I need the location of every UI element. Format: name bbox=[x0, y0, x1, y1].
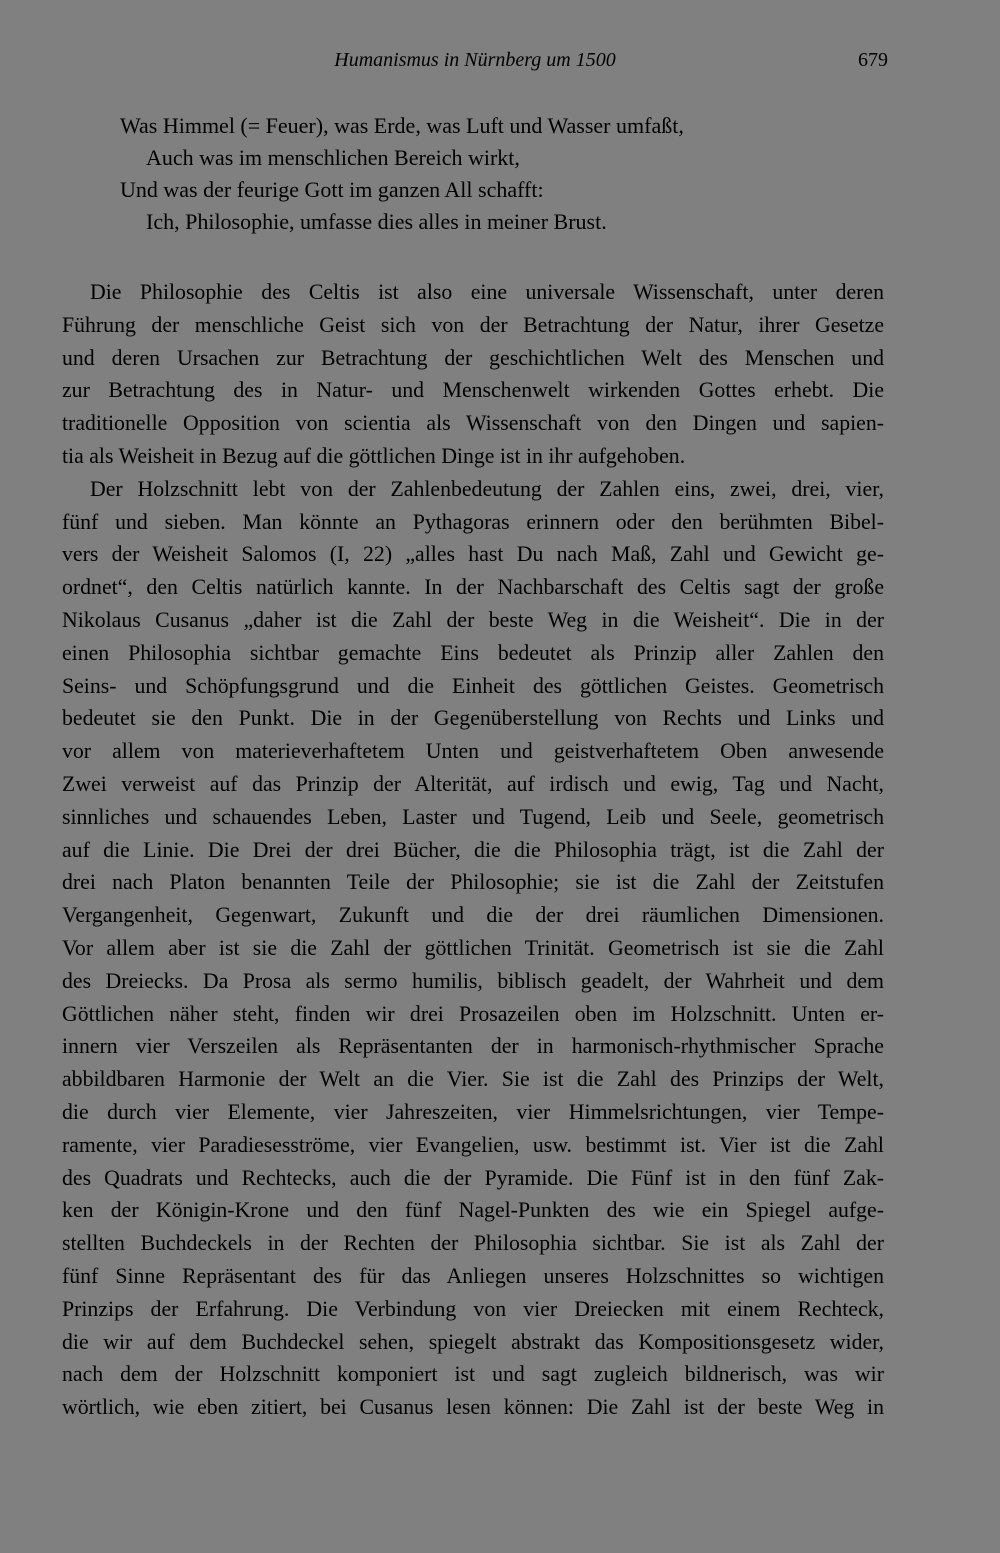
verse-line: Was Himmel (= Feuer), was Erde, was Luft und Wasser umfaßt, bbox=[120, 113, 684, 138]
paragraph bbox=[62, 473, 884, 1424]
text-line: die wir auf dem Buchdeckel sehen, spiegelt abstrakt das Kompositionsgesetz wider, bbox=[62, 1329, 884, 1354]
text-line: abbildbaren Harmonie der Welt an die Vier. Sie ist die Zahl des Prinzips der Welt, bbox=[62, 1067, 884, 1092]
running-head bbox=[62, 44, 888, 76]
text-line: einen Philosophia sichtbar gemachte Eins bedeutet als Prinzip aller Zahlen den bbox=[62, 640, 884, 665]
verse-line: Und was der feurige Gott im ganzen All schafft: bbox=[120, 177, 544, 202]
text-line: Nikolaus Cusanus „daher ist die Zahl der beste Weg in die Weisheit“. Die in der bbox=[62, 607, 884, 632]
verse-line: Auch was im menschlichen Bereich wirkt, bbox=[146, 145, 520, 170]
text-line: nach dem der Holzschnitt komponiert ist und sagt zugleich bildnerisch, was wir bbox=[62, 1362, 884, 1387]
text-line: bedeutet sie den Punkt. Die in der Gegenüberstellung von Rechts und Links und bbox=[62, 706, 884, 731]
text-line: tia als Weisheit in Bezug auf die göttlichen Dinge ist in ihr aufgehoben. bbox=[62, 443, 686, 468]
verse-block bbox=[120, 110, 880, 238]
text-line: fünf Sinne Repräsentant des für das Anliegen unseres Holzschnittes so wichtigen bbox=[62, 1263, 884, 1288]
text-line: auf die Linie. Die Drei der drei Bücher, die die Philosophia trägt, ist die Zahl der bbox=[62, 837, 884, 862]
text-line: des Dreiecks. Da Prosa als sermo humilis, biblisch geadelt, der Wahrheit und dem bbox=[62, 968, 884, 993]
running-title: Humanismus in Nürnberg um 1500 bbox=[334, 49, 616, 71]
text-line: innern vier Verszeilen als Repräsentanten der in harmonisch-rhythmischer Sprache bbox=[62, 1034, 884, 1059]
text-line: Vergangenheit, Gegenwart, Zukunft und die der drei räumlichen Dimensionen. bbox=[62, 903, 884, 928]
text-line: Die Philosophie des Celtis ist also eine universale Wissenschaft, unter deren bbox=[90, 280, 884, 304]
text-line: und deren Ursachen zur Betrachtung der geschichtlichen Welt des Menschen und bbox=[62, 345, 884, 370]
text-line: ramente, vier Paradiesesströme, vier Evangelien, usw. bestimmt ist. Vier ist die Zahl bbox=[62, 1132, 884, 1157]
text-line: vers der Weisheit Salomos (I, 22) „alles hast Du nach Maß, Zahl und Gewicht ge- bbox=[62, 542, 884, 567]
text-line: des Quadrats und Rechtecks, auch die der Pyramide. Die Fünf ist in den fünf Zak- bbox=[62, 1165, 884, 1190]
text-line: sinnliches und schauendes Leben, Laster und Tugend, Leib und Seele, geometrisch bbox=[62, 804, 884, 829]
text-line: die durch vier Elemente, vier Jahreszeiten, vier Himmelsrichtungen, vier Tempe- bbox=[62, 1099, 884, 1124]
text-line: Der Holzschnitt lebt von der Zahlenbedeutung der Zahlen eins, zwei, drei, vier, bbox=[90, 476, 884, 501]
paragraph bbox=[62, 276, 884, 473]
text-line: Vor allem aber ist sie die Zahl der göttlichen Trinität. Geometrisch ist sie die Zahl bbox=[62, 935, 884, 960]
text-line: ken der Königin-Krone und den fünf Nagel-Punkten des wie ein Spiegel aufge- bbox=[62, 1198, 884, 1223]
text-line: ordnet“, den Celtis natürlich kannte. In der Nachbarschaft des Celtis sagt der große bbox=[62, 575, 884, 600]
page-number: 679 bbox=[858, 49, 888, 71]
text-line: wörtlich, wie eben zitiert, bei Cusanus lesen können: Die Zahl ist der beste Weg in bbox=[62, 1395, 884, 1420]
text-line: Göttlichen näher steht, finden wir drei Prosazeilen oben im Holzschnitt. Unten er- bbox=[62, 1001, 884, 1026]
text-line: traditionelle Opposition von scientia als Wissenschaft von den Dingen und sapien- bbox=[62, 411, 884, 436]
text-line: stellten Buchdeckels in der Rechten der Philosophia sichtbar. Sie ist als Zahl der bbox=[62, 1231, 884, 1256]
body-text bbox=[62, 276, 884, 1424]
text-line: Führung der menschliche Geist sich von der Betrachtung der Natur, ihrer Gesetze bbox=[62, 312, 884, 337]
verse-line: Ich, Philosophie, umfasse dies alles in meiner Brust. bbox=[146, 209, 607, 234]
text-line: fünf und sieben. Man könnte an Pythagoras erinnern oder den berühmten Bibel- bbox=[62, 509, 884, 534]
text-line: Zwei verweist auf das Prinzip der Alterität, auf irdisch und ewig, Tag und Nacht, bbox=[62, 771, 884, 796]
text-line: Seins- und Schöpfungsgrund und die Einheit des göttlichen Geistes. Geometrisch bbox=[62, 673, 884, 698]
text-line: vor allem von materieverhaftetem Unten und geistverhaftetem Oben anwesende bbox=[62, 739, 884, 764]
text-line: zur Betrachtung des in Natur- und Menschenwelt wirkenden Gottes erhebt. Die bbox=[62, 378, 884, 403]
text-line: Prinzips der Erfahrung. Die Verbindung von vier Dreiecken mit einem Rechteck, bbox=[62, 1296, 884, 1321]
text-line: drei nach Platon benannten Teile der Philosophie; sie ist die Zahl der Zeitstufen bbox=[62, 870, 884, 895]
